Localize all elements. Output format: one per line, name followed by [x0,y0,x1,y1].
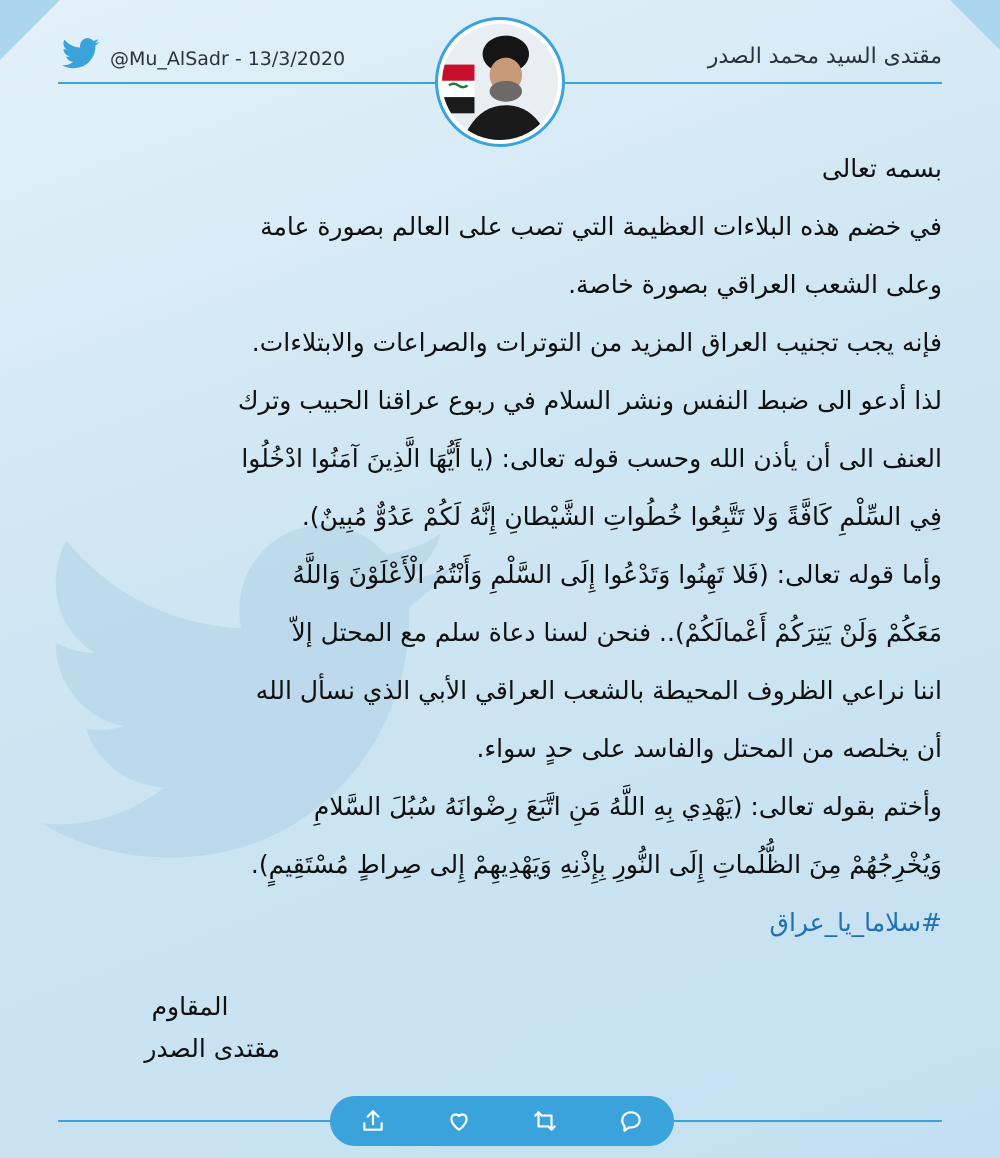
reply-button[interactable] [616,1106,646,1136]
corner-decoration-left [0,0,60,60]
body-line-7: فِي السِّلْمِ كَافَّةً وَلا تَتَّبِعُوا خُطُواتِ الشَّيْطانِ إِنَّهُ لَكُمْ عَدُوٌّ مُبِينٌ). [301,502,942,531]
body-line-6: العنف الى أن يأذن الله وحسب قوله تعالى: (يا أَيُّهَا الَّذِينَ آمَنُوا ادْخُلُوا [241,444,942,473]
reply-icon [618,1108,644,1134]
avatar[interactable] [438,20,562,144]
share-button[interactable] [358,1106,388,1136]
body-line-5: لذا أدعو الى ضبط النفس ونشر السلام في ربوع عراقنا الحبيب وترك [237,386,942,415]
tweet-actions-bar [330,1096,674,1146]
body-line-8: وأما قوله تعالى: (فَلا تَهِنُوا وَتَدْعُوا إِلَى السَّلْمِ وَأَنْتُمُ الْأَعْلَوْنَ وَاللَّهُ [292,560,942,589]
body-line-11: أن يخلصه من المحتل والفاسد على حدٍ سواء. [476,734,942,763]
tweet-body [40,140,942,952]
body-line-1: بسمه تعالى [821,154,942,183]
body-line-2: في خضم هذه البلاءات العظيمة التي تصب على العالم بصورة عامة [260,212,942,241]
tweet-handle-date[interactable]: @Mu_AlSadr - 13/3/2020 [110,48,346,70]
retweet-button[interactable] [530,1106,560,1136]
signature-title: المقاوم [151,992,229,1021]
corner-decoration-right [950,0,1000,50]
hashtag-link[interactable]: #سلاما_يا_عراق [769,908,942,937]
like-icon [446,1108,472,1134]
twitter-bird-icon[interactable] [62,38,100,70]
like-button[interactable] [444,1106,474,1136]
retweet-icon [532,1108,558,1134]
body-line-9: مَعَكُمْ وَلَنْ يَتِرَكُمْ أَعْمالَكُمْ).. فنحن لسنا دعاة سلم مع المحتل إلاّ [291,618,942,647]
signature-name: مقتدى الصدر [144,1034,280,1063]
share-icon [360,1108,386,1134]
avatar-portrait [442,24,558,140]
body-line-13: وَيُخْرِجُهُمْ مِنَ الظُّلُماتِ إِلَى النُّورِ بِإِذْنِهِ وَيَهْدِيهِمْ إِلى صِراطٍ مُسْتَقِيمٍ). [250,850,942,879]
signature [100,986,280,1070]
body-line-3: وعلى الشعب العراقي بصورة خاصة. [568,270,942,299]
body-line-10: اننا نراعي الظروف المحيطة بالشعب العراقي الأبي الذي نسأل الله [255,676,942,705]
body-line-4: فإنه يجب تجنيب العراق المزيد من التوترات والصراعات والابتلاءات. [251,328,942,357]
body-line-12: وأختم بقوله تعالى: (يَهْدِي بِهِ اللَّهُ مَنِ اتَّبَعَ رِضْوانَهُ سُبُلَ السَّلامِ [313,792,942,821]
author-name[interactable]: مقتدى السيد محمد الصدر [707,44,942,69]
